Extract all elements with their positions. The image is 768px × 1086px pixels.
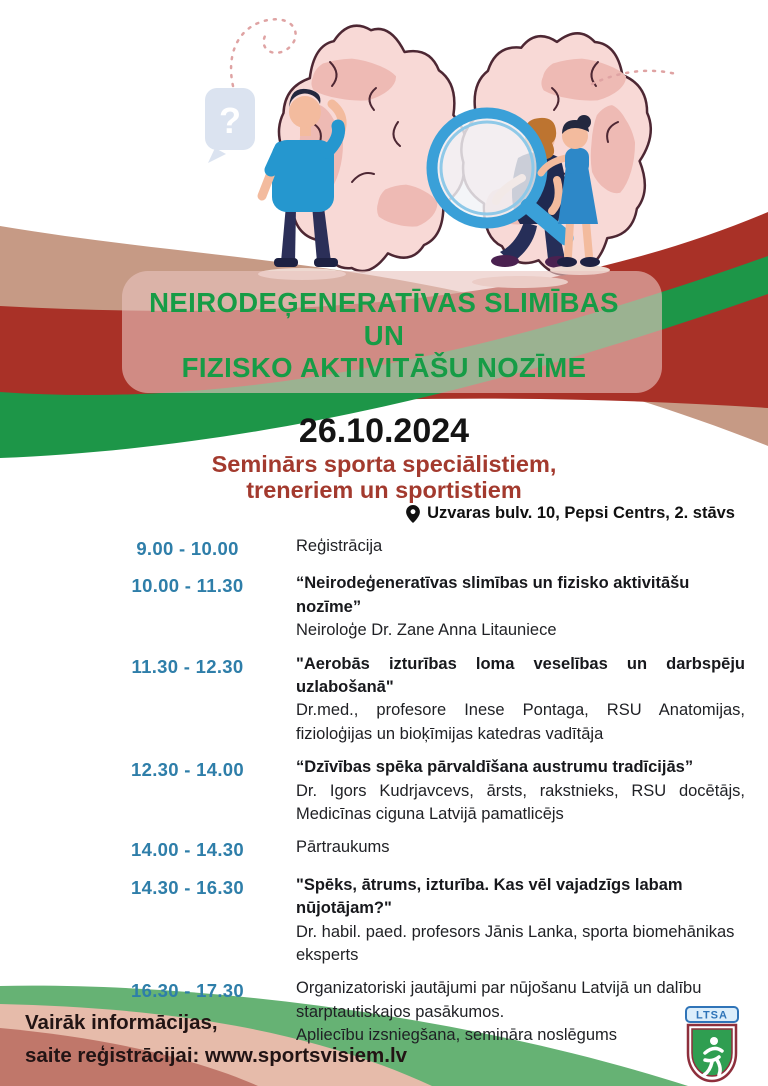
event-date: 26.10.2024 xyxy=(298,412,470,450)
page-title xyxy=(0,287,768,385)
schedule-time: 14.00 - 14.30 xyxy=(131,839,244,861)
schedule-row xyxy=(105,572,745,642)
schedule-list xyxy=(105,535,745,1058)
schedule-time: 14.30 - 16.30 xyxy=(131,876,244,898)
schedule-row xyxy=(105,756,745,826)
schedule-row xyxy=(105,653,745,747)
schedule-content: “Dzīvības spēka pārvaldīšana austrumu tradīcijās” Dr. Igors Kudrjavcevs, ārsts, rakstnieks, RSU docētājs, Medicīnas ciguna Latvijā pamatlicējs xyxy=(296,758,745,824)
title-line-1: NEIRODEĢENERATĪVAS SLIMĪBAS xyxy=(149,287,619,318)
schedule-time: 9.00 - 10.00 xyxy=(136,538,239,559)
schedule-content: Pārtraukums xyxy=(296,838,390,857)
brain-illustration xyxy=(0,0,768,292)
schedule-content: “Neirodeģeneratīvas slimības un fizisko aktivitāšu nozīme” Neiroloģe Dr. Zane Anna Litauniece xyxy=(296,574,690,640)
schedule-row xyxy=(105,874,745,968)
subtitle-line-1: Seminārs sporta speciālistiem, xyxy=(211,451,557,477)
schedule-content: Organizatoriski jautājumi par nūjošanu Latvijā un dalību starptautiskajos pasākumos. Apliecību izsniegšana, semināra noslēgums xyxy=(296,979,702,1045)
schedule-time: 16.30 - 17.30 xyxy=(131,980,244,1002)
schedule-content: "Aerobās izturības loma veselības un darbspēju uzlabošanā" Dr.med., profesore Inese Pontaga, RSU Anatomijas, fizioloģijas un bioķīmijas katedras vadītāja xyxy=(296,654,745,743)
event-location xyxy=(406,504,735,523)
title-line-3: FIZISKO AKTIVITĀŠU NOZĪME xyxy=(181,352,587,384)
svg-text:?: ? xyxy=(219,100,241,141)
subtitle-line-2: treneriem un sportistiem xyxy=(246,476,522,503)
dashed-swirl-icon xyxy=(231,19,296,86)
event-subtitle xyxy=(0,452,768,504)
question-bubble-icon xyxy=(205,88,255,163)
man-magnifier-icon xyxy=(432,113,571,288)
schedule-time: 11.30 - 12.30 xyxy=(131,655,244,677)
schedule-row xyxy=(105,535,745,562)
schedule-time: 12.30 - 14.00 xyxy=(131,759,244,781)
location-text: Uzvaras bulv. 10, Pepsi Centrs, 2. stāvs xyxy=(427,504,735,522)
title-line-2: UN xyxy=(363,319,405,351)
footer-info-line-1: Vairāk informācijas, xyxy=(25,1011,218,1034)
schedule-content: "Spēks, ātrums, izturība. Kas vēl vajadzīgs labam nūjotājam?" Dr. habil. paed. profesors Jānis Lanka, sporta biomehānikas eksperts xyxy=(296,875,735,965)
schedule-content: Reģistrācija xyxy=(296,537,383,555)
schedule-row xyxy=(105,836,745,863)
footer-info-line-2: saite reģistrācijai: www.sportsvisiem.lv xyxy=(25,1043,408,1067)
ltsa-logo xyxy=(676,1006,748,1084)
logo-text: LTSA xyxy=(696,1009,728,1022)
footer-info xyxy=(25,1007,407,1073)
schedule-time: 10.00 - 11.30 xyxy=(131,575,244,597)
location-pin-icon xyxy=(406,505,420,523)
